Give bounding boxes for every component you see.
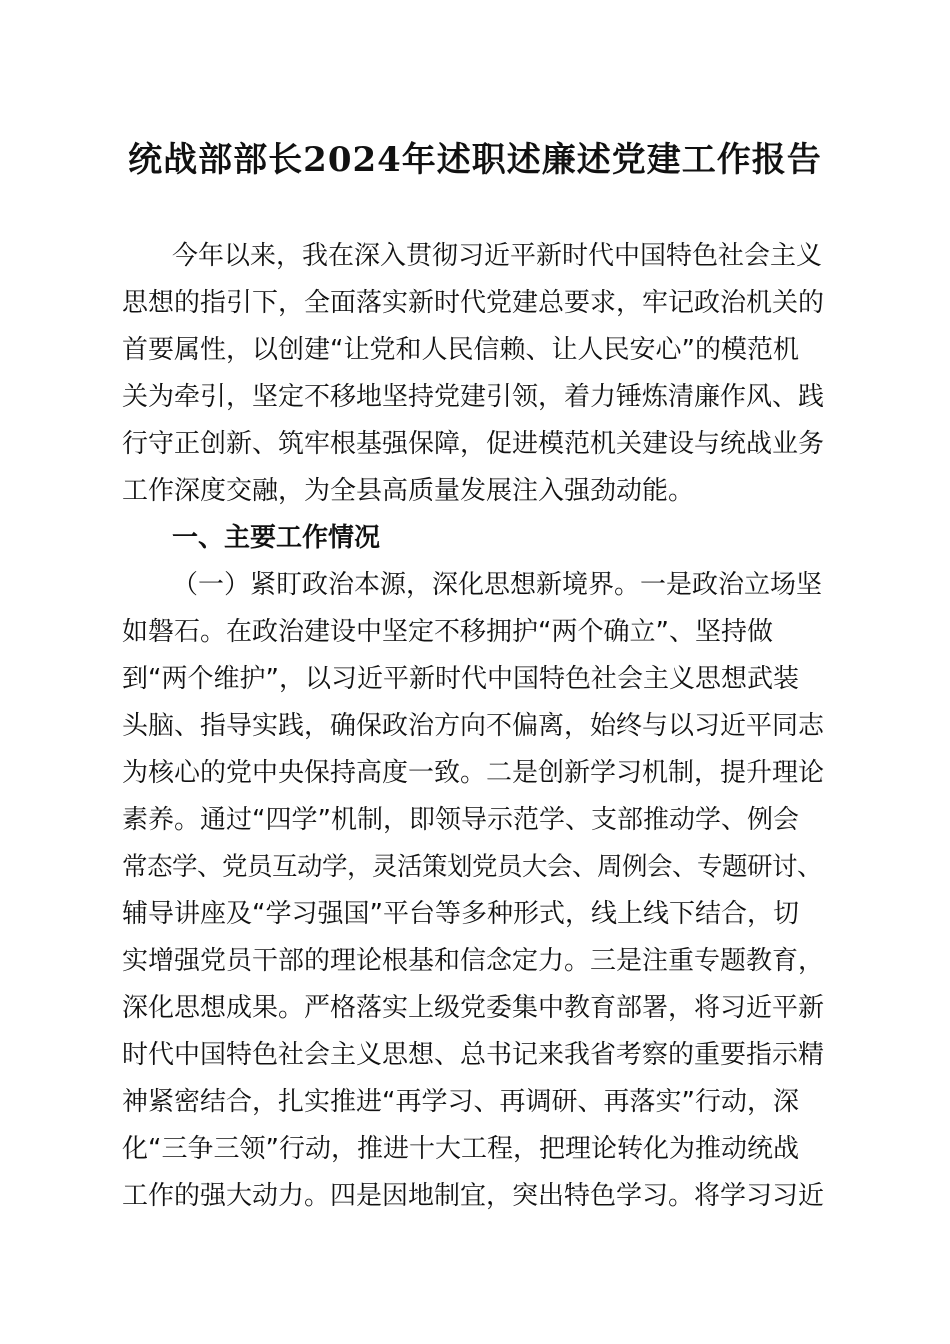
paragraph-line: 深化思想成果。严格落实上级党委集中教育部署，将习近平新 [122,993,825,1023]
paragraph-line: 首要属性，以创建“让党和人民信赖、让人民安心”的模范机 [122,335,799,365]
paragraph-line: 时代中国特色社会主义思想、总书记来我省考察的重要指示精 [122,1040,825,1070]
paragraph-line: 化“三争三领”行动，推进十大工程，把理论转化为推动统战 [122,1134,799,1164]
paragraph-line: 行守正创新、筑牢根基强保障，促进模范机关建设与统战业务 [122,429,825,459]
paragraph-line: 如磐石。在政治建设中坚定不移拥护“两个确立”、坚持做 [122,617,773,647]
paragraph-line: 为核心的党中央保持高度一致。二是创新学习机制，提升理论 [122,758,825,788]
paragraph-line: 素养。通过“四学”机制，即领导示范学、支部推动学、例会 [122,805,799,835]
paragraph-line: 工作的强大动力。四是因地制宜，突出特色学习。将学习习近 [122,1181,825,1211]
paragraph-line: 头脑、指导实践，确保政治方向不偏离，始终与以习近平同志 [122,711,825,741]
paragraph-line: 工作深度交融，为全县高质量发展注入强劲动能。 [122,476,695,506]
paragraph-line: 神紧密结合，扎实推进“再学习、再调研、再落实”行动，深 [122,1087,799,1117]
paragraph-line: 思想的指引下，全面落实新时代党建总要求，牢记政治机关的 [122,288,825,318]
section-heading: 一、主要工作情况 [172,523,381,553]
paragraph-line: 辅导讲座及“学习强国”平台等多种形式，线上线下结合，切 [122,899,799,929]
paragraph-line: 今年以来，我在深入贯彻习近平新时代中国特色社会主义 [172,241,823,271]
paragraph-line: 常态学、党员互动学，灵活策划党员大会、周例会、专题研讨、 [122,852,823,882]
paragraph-line: 关为牵引，坚定不移地坚持党建引领，着力锤炼清廉作风、践 [122,382,825,412]
paragraph-line: （一）紧盯政治本源，深化思想新境界。一是政治立场坚 [172,570,823,600]
paragraph-line: 到“两个维护”，以习近平新时代中国特色社会主义思想武装 [122,664,799,694]
document-title: 统战部部长2024年述职述廉述党建工作报告 [128,140,822,180]
paragraph-line: 实增强党员干部的理论根基和信念定力。三是注重专题教育， [122,946,825,976]
